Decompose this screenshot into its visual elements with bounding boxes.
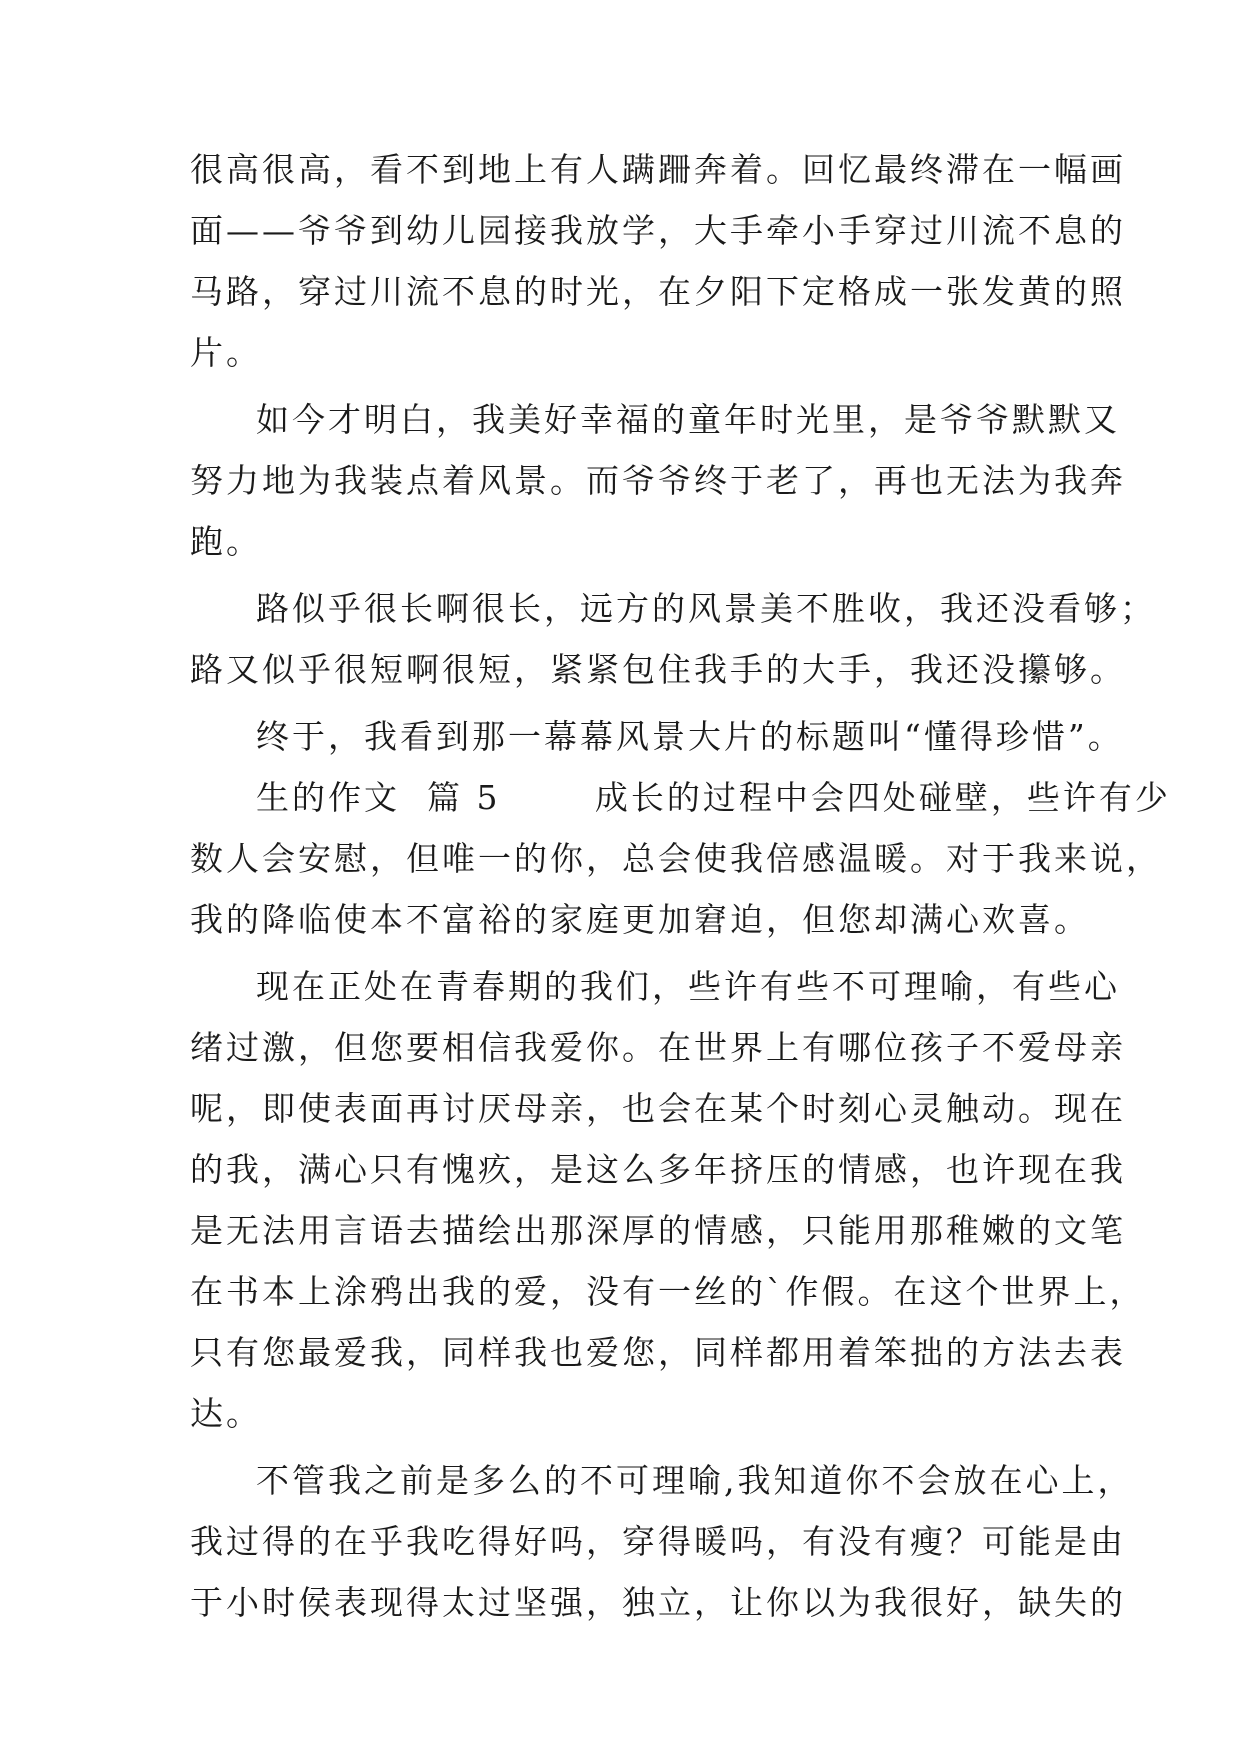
text-line: 很高很高，看不到地上有人蹒跚奔着。回忆最终滞在一幅画 <box>190 150 1126 189</box>
text-line: 只有您最爱我，同样我也爱您，同样都用着笨拙的方法去表 <box>190 1333 1126 1372</box>
text-line: 在书本上涂鸦出我的爱，没有一丝的`作假。在这个世界上， <box>190 1272 1146 1311</box>
text-line: 的我，满心只有愧疚，是这么多年挤压的情感，也许现在我 <box>190 1150 1126 1189</box>
text-line: 片。 <box>190 333 262 372</box>
text-line: 于小时侯表现得太过坚强，独立，让你以为我很好，缺失的 <box>190 1583 1126 1622</box>
text-line: 面——爷爷到幼儿园接我放学，大手牵小手穿过川流不息的 <box>190 211 1126 250</box>
text-line: 我过得的在乎我吃得好吗，穿得暖吗，有没有瘦？可能是由 <box>190 1522 1126 1561</box>
text-line: 不管我之前是多么的不可理喻,我知道你不会放在心上， <box>256 1461 1134 1500</box>
text-line: 绪过激，但您要相信我爱你。在世界上有哪位孩子不爱母亲 <box>190 1028 1126 1067</box>
text-line: 数人会安慰，但唯一的你，总会使我倍感温暖。对于我来说， <box>190 839 1162 878</box>
text-line: 终于，我看到那一幕幕风景大片的标题叫“懂得珍惜”。 <box>256 717 1124 756</box>
text-line: 马路，穿过川流不息的时光，在夕阳下定格成一张发黄的照 <box>190 272 1126 311</box>
section-heading-line: 生的作文 篇 5 成长的过程中会四处碰壁，些许有少 <box>256 778 1171 817</box>
text-line: 达。 <box>190 1394 262 1433</box>
text-line: 是无法用言语去描绘出那深厚的情感，只能用那稚嫩的文笔 <box>190 1211 1126 1250</box>
text-line: 呢，即使表面再讨厌母亲，也会在某个时刻心灵触动。现在 <box>190 1089 1126 1128</box>
text-line: 现在正处在青春期的我们，些许有些不可理喻，有些心 <box>256 967 1120 1006</box>
text-line: 跑。 <box>190 522 262 561</box>
text-line: 路似乎很长啊很长，远方的风景美不胜收，我还没看够； <box>256 589 1156 628</box>
text-line: 路又似乎很短啊很短，紧紧包住我手的大手，我还没攥够。 <box>190 650 1126 689</box>
text-line: 如今才明白，我美好幸福的童年时光里，是爷爷默默又 <box>256 400 1120 439</box>
text-line: 努力地为我装点着风景。而爷爷终于老了，再也无法为我奔 <box>190 461 1126 500</box>
text-line: 我的降临使本不富裕的家庭更加窘迫，但您却满心欢喜。 <box>190 900 1090 939</box>
